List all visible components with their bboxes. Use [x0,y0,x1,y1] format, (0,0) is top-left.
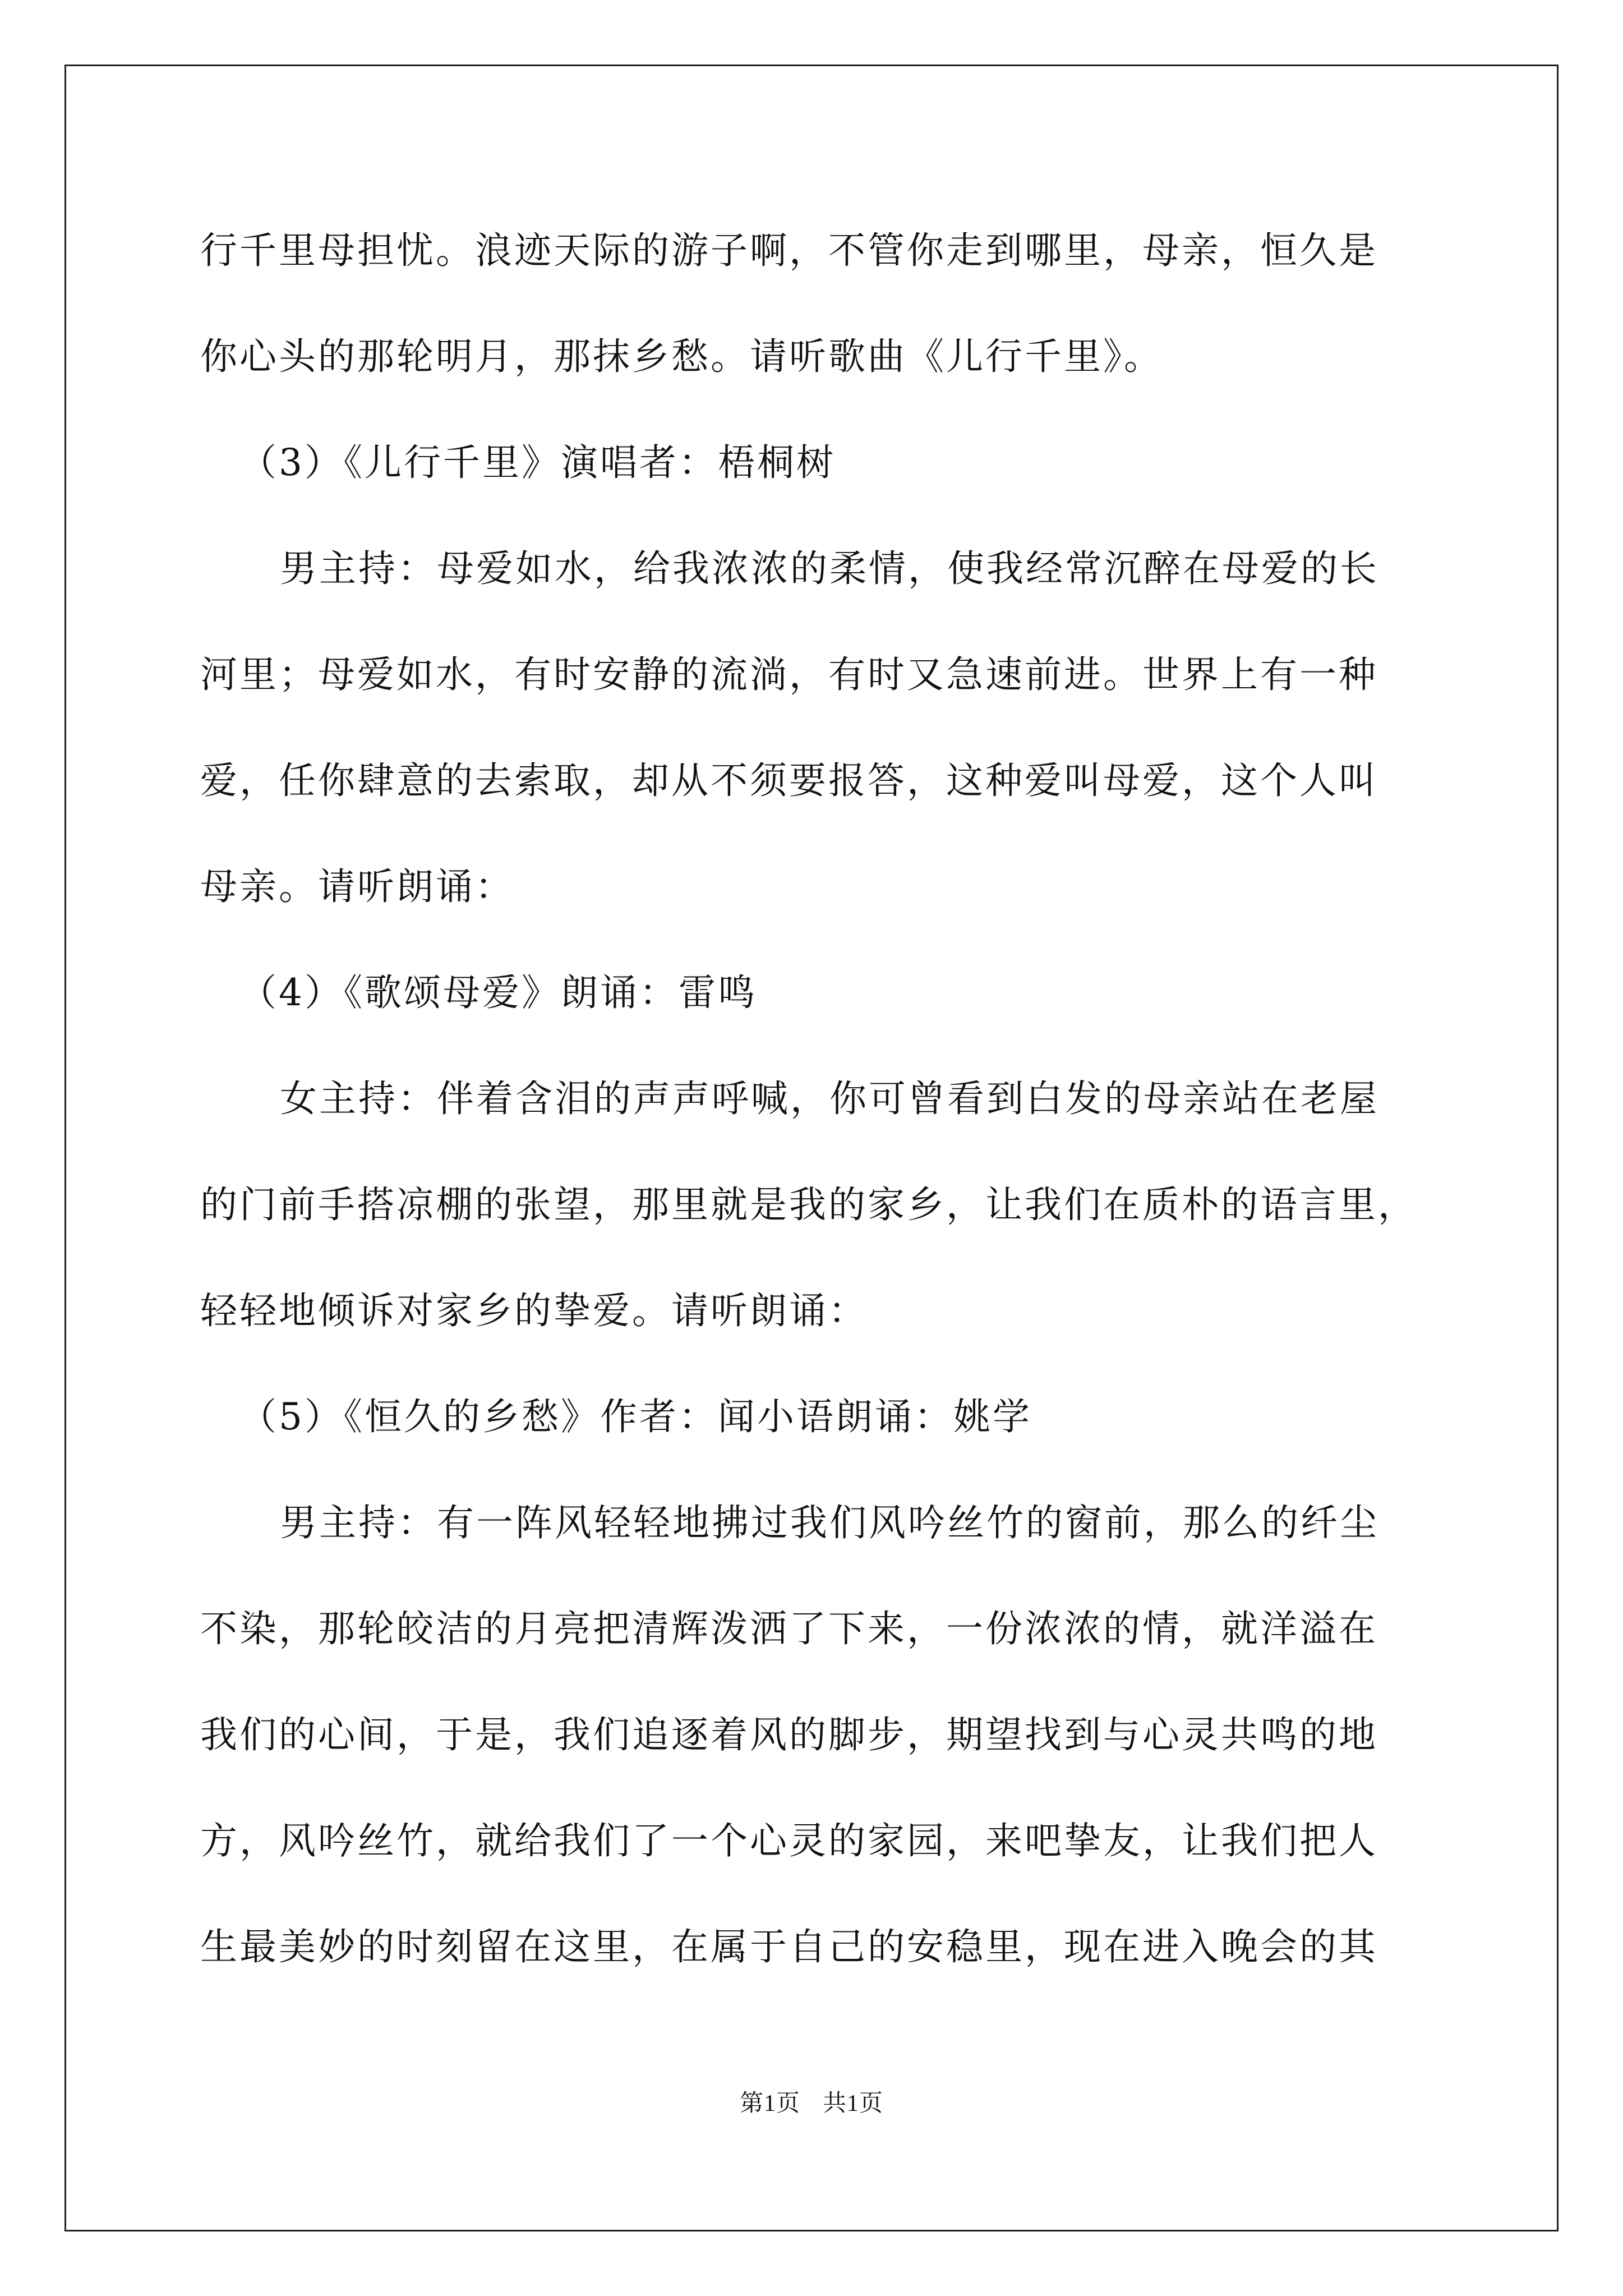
host-male-line-1: 男主持：母爱如水，给我浓浓的柔情，使我经常沉醉在母爱的长 [280,547,1379,590]
paragraph-line-1: 行千里母担忧。浪迹天际的游子啊，不管你走到哪里，母亲，恒久是 [200,229,1378,272]
host-male2-line-3: 我们的心间，于是，我们追逐着风的脚步，期望找到与心灵共鸣的地 [200,1713,1378,1756]
host-female-line-2: 的门前手搭凉棚的张望，那里就是我的家乡，让我们在质朴的语言里， [200,1183,1417,1226]
page-number: 第1页 [739,2091,800,2116]
program-item-4: （4）《歌颂母爱》朗诵：雷鸣 [239,971,757,1014]
host-male2-line-2: 不染，那轮皎洁的月亮把清辉泼洒了下来，一份浓浓的情，就洋溢在 [200,1607,1378,1650]
program-item-5: （5）《恒久的乡愁》作者：闻小语朗诵：姚学 [239,1395,1032,1438]
page-footer [0,2090,1623,2118]
program-item-3: （3）《儿行千里》演唱者：梧桐树 [239,441,836,484]
host-male-line-3: 爱，任你肆意的去索取，却从不须要报答，这种爱叫母爱，这个人叫 [200,759,1378,802]
paragraph-line-2: 你心头的那轮明月，那抹乡愁。请听歌曲《儿行千里》。 [200,335,1163,378]
host-male-line-2: 河里；母爱如水，有时安静的流淌，有时又急速前进。世界上有一种 [200,653,1378,696]
host-male-line-4: 母亲。请听朗诵： [200,865,514,908]
page-total: 共1页 [823,2091,884,2116]
host-female-line-3: 轻轻地倾诉对家乡的挚爱。请听朗诵： [200,1289,868,1332]
host-male2-line-1: 男主持：有一阵风轻轻地拂过我们风吟丝竹的窗前，那么的纤尘 [280,1501,1379,1544]
host-female-line-1: 女主持：伴着含泪的声声呼喊，你可曾看到白发的母亲站在老屋 [280,1077,1379,1120]
host-male2-line-5: 生最美妙的时刻留在这里，在属于自己的安稳里，现在进入晚会的其 [200,1925,1378,1968]
host-male2-line-4: 方，风吟丝竹，就给我们了一个心灵的家园，来吧挚友，让我们把人 [200,1819,1378,1862]
page-border [64,65,1559,2231]
